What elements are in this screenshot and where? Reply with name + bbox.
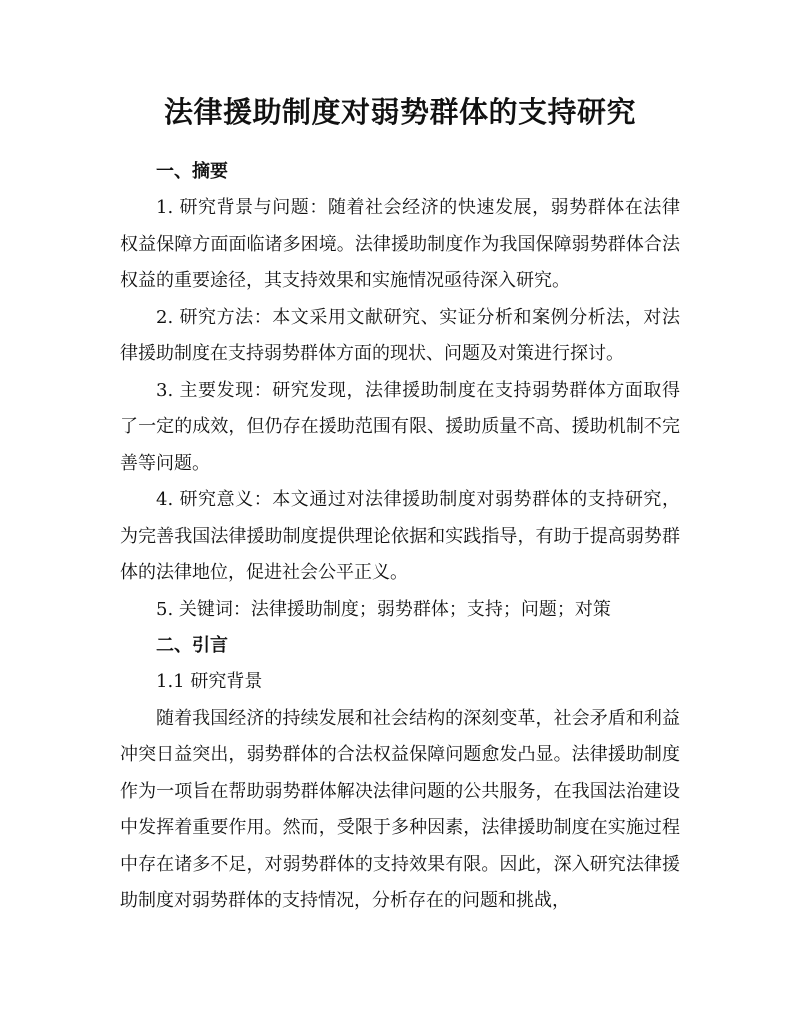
document-title: 法律援助制度对弱势群体的支持研究 [163, 95, 636, 129]
abstract-item-significance: 4. 研究意义：本文通过对法律援助制度对弱势群体的支持研究，为完善我国法律援助制度提供理论依据和实践指导，有助于提高弱势群体的法律地位，促进社会公平正义。 [120, 489, 680, 583]
abstract-item-methods: 2. 研究方法：本文采用文献研究、实证分析和案例分析法，对法律援助制度在支持弱势群体方面的现状、问题及对策进行探讨。 [120, 306, 680, 364]
abstract-item-keywords: 5. 关键词：法律援助制度；弱势群体；支持；问题；对策 [156, 598, 611, 620]
subsection-heading-background: 1.1 研究背景 [156, 671, 263, 692]
introduction-paragraph: 随着我国经济的持续发展和社会结构的深刻变革，社会矛盾和利益冲突日益突出，弱势群体的合法权益保障问题愈发凸显。法律援助制度作为一项旨在帮助弱势群体解决法律问题的公共服务，在我国法治建设中发挥着重要作用。然而，受限于多种因素，法律援助制度在实施过程中存在诸多不足，对弱势群体的支持效果有限。因此，深入研究法律援助制度对弱势群体的支持情况，分析存在的问题和挑战， [120, 707, 680, 911]
section-abstract [120, 154, 680, 628]
abstract-item-background: 1. 研究背景与问题：随着社会经济的快速发展，弱势群体在法律权益保障方面面临诸多困境。法律援助制度作为我国保障弱势群体合法权益的重要途径，其支持效果和实施情况亟待深入研究。 [120, 197, 680, 291]
section-heading-abstract: 一、摘要 [156, 161, 228, 182]
abstract-item-findings: 3. 主要发现：研究发现，法律援助制度在支持弱势群体方面取得了一定的成效，但仍存在援助范围有限、援助质量不高、援助机制不完善等问题。 [120, 379, 680, 474]
section-introduction [120, 628, 680, 920]
section-heading-introduction: 二、引言 [156, 635, 228, 656]
